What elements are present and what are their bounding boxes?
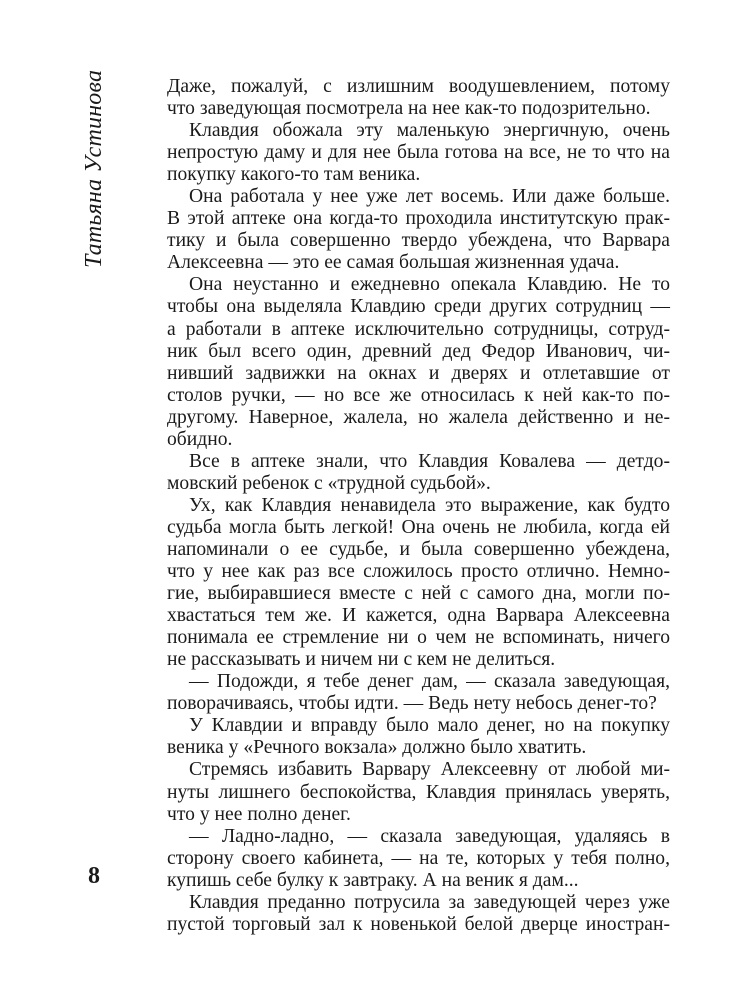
paragraph [167, 892, 670, 936]
text-line: веника у «Речного вокзала» должно было хватить. [167, 737, 587, 759]
text-line: ник был всего один, древний дед Федор Иванович, чи- [167, 340, 670, 362]
paragraph [167, 186, 670, 274]
text-line: хвастаться тем же. И кажется, одна Варвара Алексеевна [167, 605, 670, 627]
text-line: — Подожди, я тебе денег дам, — сказала заведующая, [189, 671, 670, 693]
text-line: напоминали о ее судьбе, и была совершенно убеждена, [167, 538, 670, 560]
text-line: нуты лишнего беспокойства, Клавдия принялась уверять, [167, 781, 670, 803]
paragraph [167, 495, 670, 671]
text-line: обидно. [167, 428, 233, 450]
paragraph [167, 671, 670, 715]
text-line: что заведующая посмотрела на нее как-то подозрительно. [167, 98, 651, 120]
paragraph [167, 451, 670, 495]
text-line: а работали в аптеке исключительно сотрудницы, сотруд- [167, 318, 670, 340]
text-line: — Ладно-ладно, — сказала заведующая, удаляясь в [189, 825, 670, 847]
text-line: Она работала у нее уже лет восемь. Или даже больше. [189, 186, 670, 208]
text-line: Стремясь избавить Варвару Алексеевну от любой ми- [189, 759, 670, 781]
text-line: Она неустанно и ежедневно опекала Клавдию. Не то [189, 274, 670, 296]
text-line: Ух, как Клавдия ненавидела это выражение, как будто [189, 494, 670, 516]
text-line: Алексеевна — это ее самая большая жизненная удача. [167, 252, 620, 274]
paragraph [167, 826, 670, 892]
page-number: 8 [88, 863, 100, 889]
running-head-author: Татьяна Устинова [81, 69, 107, 268]
text-line: купишь себе булку к завтраку. А на веник я дам... [167, 869, 579, 891]
paragraph [167, 76, 670, 120]
text-line: не рассказывать и ничем ни с кем не делиться. [167, 649, 556, 671]
text-line: Все в аптеке знали, что Клавдия Ковалева — детдо- [189, 450, 670, 472]
paragraph [167, 715, 670, 759]
text-line: понимала ее стремление ни о чем не вспоминать, ничего [167, 627, 670, 649]
text-line: сторону своего кабинета, — на те, которых у тебя полно, [167, 847, 670, 869]
text-line: мовский ребенок с «трудной судьбой». [167, 472, 491, 494]
text-line: столов ручки, — но все же относилась к ней как-то по- [167, 384, 670, 406]
text-line: покупку какого-то там веника. [167, 164, 421, 186]
text-line: судьба могла быть легкой! Она очень не любила, когда ей [167, 516, 670, 538]
text-line: пустой торговый зал к новенькой белой дверце иностран- [167, 913, 670, 935]
paragraph [167, 759, 670, 825]
text-line: У Клавдии и вправду было мало денег, но на покупку [189, 715, 670, 737]
text-line: непростую даму и для нее была готова на все, не то что на [167, 142, 670, 164]
paragraph [167, 120, 670, 186]
text-line: В этой аптеке она когда-то проходила институтскую прак- [167, 208, 670, 230]
paragraph [167, 274, 670, 450]
text-line: гие, выбиравшиеся вместе с ней с самого дна, могли по- [167, 583, 670, 605]
text-line: что у нее как раз все сложилось просто отлично. Немно- [167, 561, 670, 583]
text-line: поворачиваясь, чтобы идти. — Ведь нету небось денег-то? [167, 693, 657, 715]
text-line: Клавдия преданно потрусила за заведующей через уже [189, 891, 670, 913]
text-line: что у нее полно денег. [167, 803, 351, 825]
text-line: другому. Наверное, жалела, но жалела действенно и не- [167, 406, 670, 428]
text-line: Даже, пожалуй, с излишним воодушевлением, потому [167, 76, 670, 97]
body-text [167, 76, 670, 936]
text-line: Клавдия обожала эту маленькую энергичную, очень [189, 120, 670, 142]
text-line: тику и была совершенно твердо убеждена, что Варвара [167, 230, 670, 252]
text-line: нивший задвижки на окнах и дверях и отлетавшие от [167, 362, 670, 384]
text-line: чтобы она выделяла Клавдию среди других сотрудниц — [167, 296, 670, 318]
